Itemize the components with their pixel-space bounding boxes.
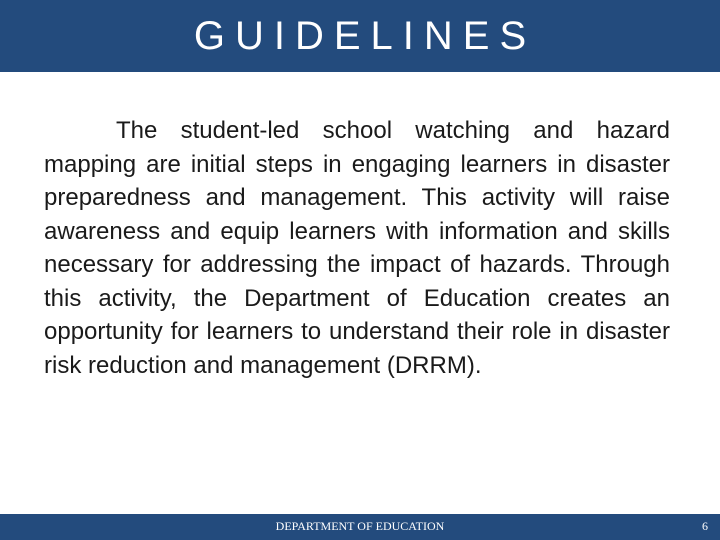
footer-label: DEPARTMENT OF EDUCATION [275, 519, 445, 533]
page-number: 6 [702, 519, 708, 533]
slide-title: GUIDELINES [193, 13, 537, 58]
body-paragraph: The student-led school watching and hazard mapping are initial steps in engaging learners in disaster preparedness and management. This activity will raise awareness and equip learners with information and skills necessary for addressing the impact of hazards. Through this activity, the Department of Education creates an opportunity for learners to understand their role in disaster risk reduction and management (DRRM). [44, 117, 670, 379]
header-bar [0, 0, 720, 72]
footer-bar [0, 514, 720, 540]
